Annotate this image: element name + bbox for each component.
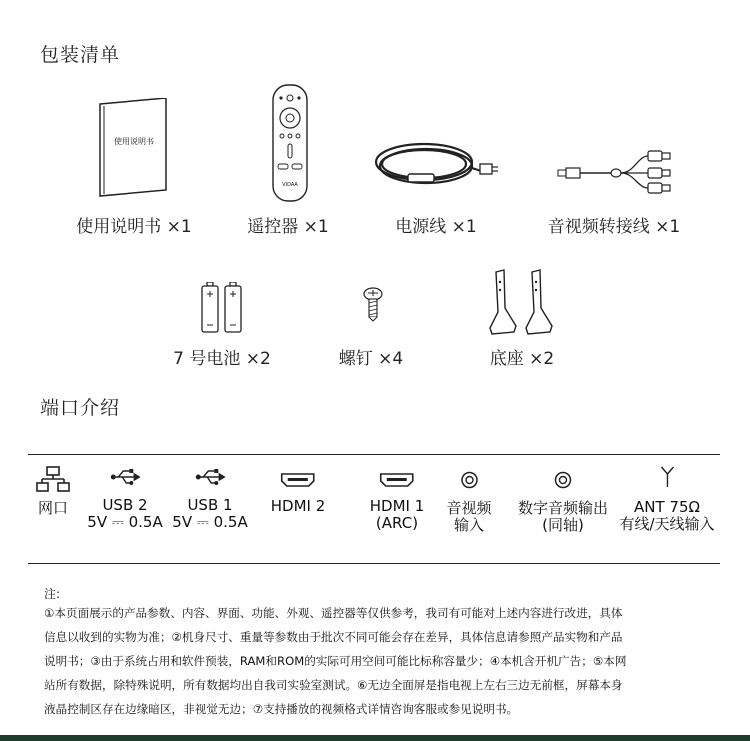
remote-logo-text: VIDAA [282, 182, 298, 188]
note-line: ①本页面展示的产品参数、内容、界面、功能、外观、遥控器等仅供参考，我司有可能对上述内容进行改进，具体 [44, 606, 623, 620]
usb-icon [172, 468, 247, 486]
port-digital-audio-out: 数字音频输出 (同轴) [518, 471, 608, 534]
item-label-batteries: 7 号电池 ×2 [173, 349, 271, 369]
manual-illustration [96, 98, 170, 198]
packing-list-title: 包装清单 [40, 44, 121, 66]
coax-jack-icon [518, 471, 608, 489]
power-cord-illustration [372, 138, 502, 198]
note-line: 液晶控制区存在边缘暗区，非视觉无边；⑦支持播放的视频格式详情咨询客服或参见说明书。 [44, 702, 519, 716]
remote-illustration [270, 84, 310, 202]
usb-icon [87, 468, 162, 486]
ports-title: 端口介绍 [40, 397, 121, 419]
note-line: 站所有数据，除特殊说明，所有数据均出自我司实验室测试。⑥无边全面屏是指电视上左右三边无前框，屏幕本身 [44, 678, 623, 692]
note-line: 信息以收到的实物为准；②机身尺寸、重量等参数由于批次不同可能会存在差异，具体信息请参照产品实物和产品 [44, 630, 623, 644]
screw-illustration [362, 286, 384, 322]
item-label-remote: 遥控器 ×1 [247, 217, 329, 237]
antenna-icon [619, 466, 714, 488]
item-label-av-cable: 音视频转接线 ×1 [547, 217, 681, 237]
item-label-manual: 使用说明书 ×1 [76, 217, 192, 237]
item-label-screws: 螺钉 ×4 [338, 349, 404, 369]
av-jack-icon [446, 471, 491, 489]
item-label-power-cord: 电源线 ×1 [395, 217, 477, 237]
port-hdmi-1: HDMI 1 (ARC) [370, 473, 425, 532]
note-line: 说明书；③由于系统占用和软件预装，RAM和ROM的实际可用空间可能比标称容量少；④本机含开机广告；⑤本网 [44, 654, 627, 668]
item-label-stand: 底座 ×2 [489, 349, 555, 369]
port-usb-1: USB 1 5V ⎓ 0.5A [172, 468, 247, 531]
hdmi-icon [271, 473, 326, 487]
ports-bottom-divider [28, 563, 720, 564]
batteries-illustration [200, 282, 246, 334]
port-antenna: ANT 75Ω 有线/天线输入 [619, 466, 714, 533]
notes-body [44, 601, 734, 721]
av-adapter-cable-illustration [556, 146, 676, 196]
port-hdmi-2: HDMI 2 [271, 473, 326, 515]
ports-top-divider [28, 454, 720, 455]
ethernet-icon [36, 466, 70, 494]
port-av-input: 音视频 输入 [446, 471, 491, 534]
port-usb-2: USB 2 5V ⎓ 0.5A [87, 468, 162, 531]
hdmi-icon [370, 473, 425, 487]
port-ethernet: 网口 [36, 466, 70, 517]
notes-title: 注: [44, 587, 61, 601]
manual-cover-text: 使用说明书 [114, 137, 154, 146]
bottom-bar [0, 735, 750, 741]
stand-feet-illustration [488, 268, 554, 340]
